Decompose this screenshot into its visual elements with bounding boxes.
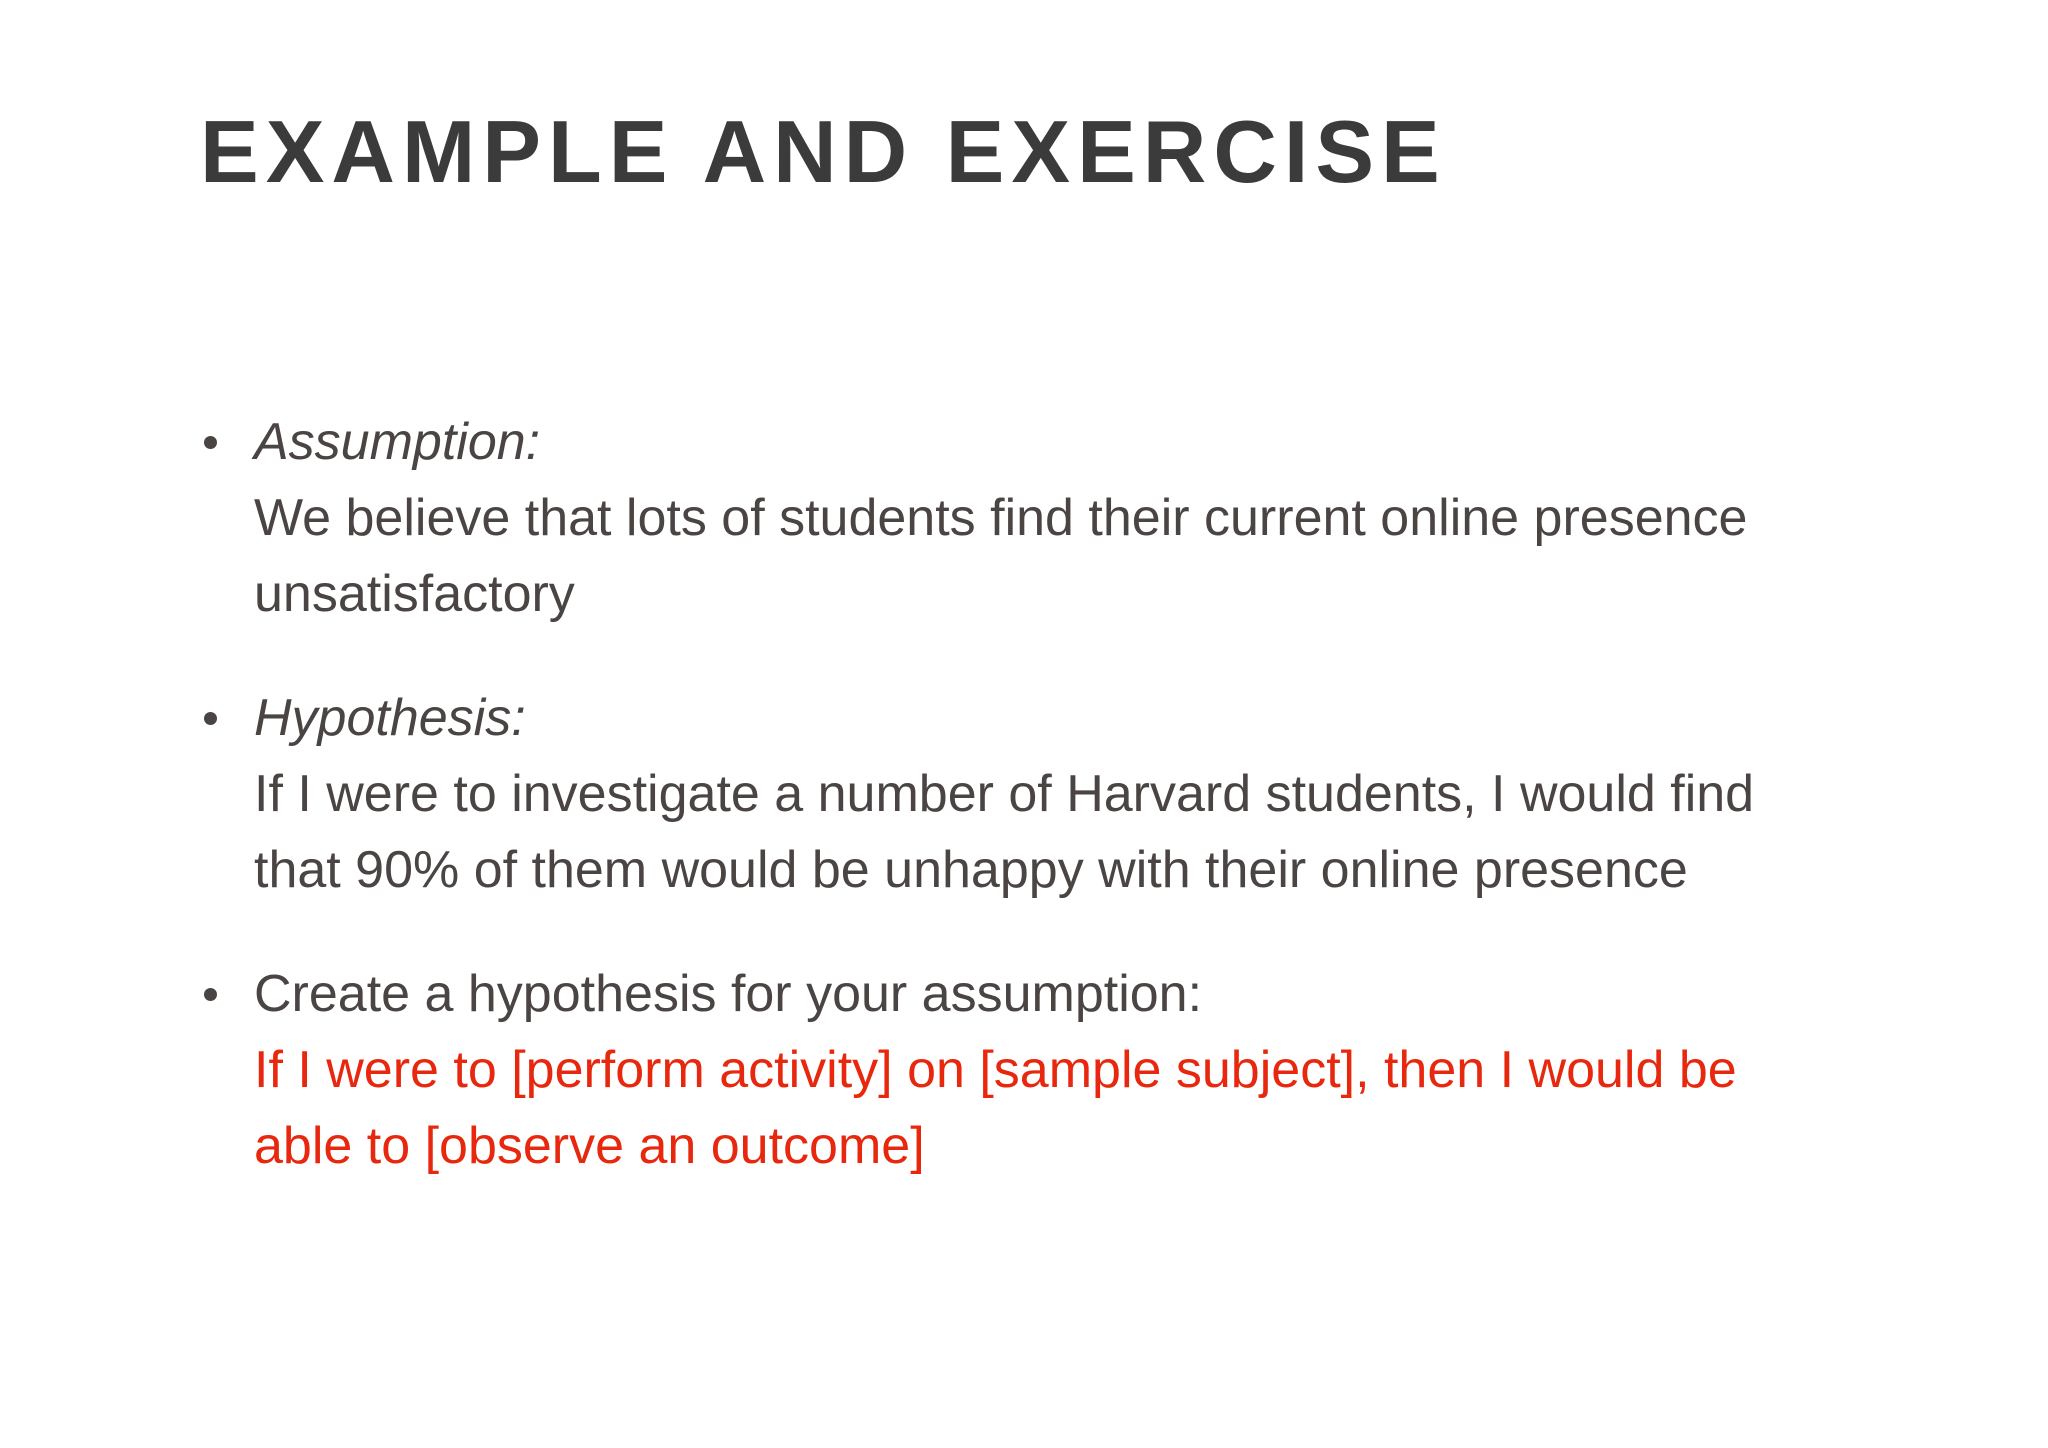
bullet-assumption — [200, 404, 1840, 632]
bullet-text: If I were to investigate a number of Harvard students, I would find that 90% of them would be unhappy with their online presence — [254, 765, 1755, 899]
bullet-hypothesis — [200, 680, 1840, 908]
bullet-label: Hypothesis: — [254, 689, 526, 747]
bullet-dot-icon — [204, 988, 217, 1001]
bullet-list — [200, 404, 1840, 1232]
bullet-text: We believe that lots of students find their current online presence unsatisfactory — [254, 489, 1748, 623]
bullet-dot-icon — [204, 712, 217, 725]
slide-title: EXAMPLE AND EXERCISE — [200, 102, 1447, 201]
bullet-dot-icon — [204, 436, 217, 449]
hypothesis-template-text: If I were to [perform activity] on [sample subject], then I would be able to [observe an outcome] — [254, 1041, 1737, 1175]
bullet-text: Create a hypothesis for your assumption: — [254, 965, 1203, 1023]
bullet-exercise — [200, 956, 1840, 1184]
bullet-label: Assumption: — [254, 413, 541, 471]
